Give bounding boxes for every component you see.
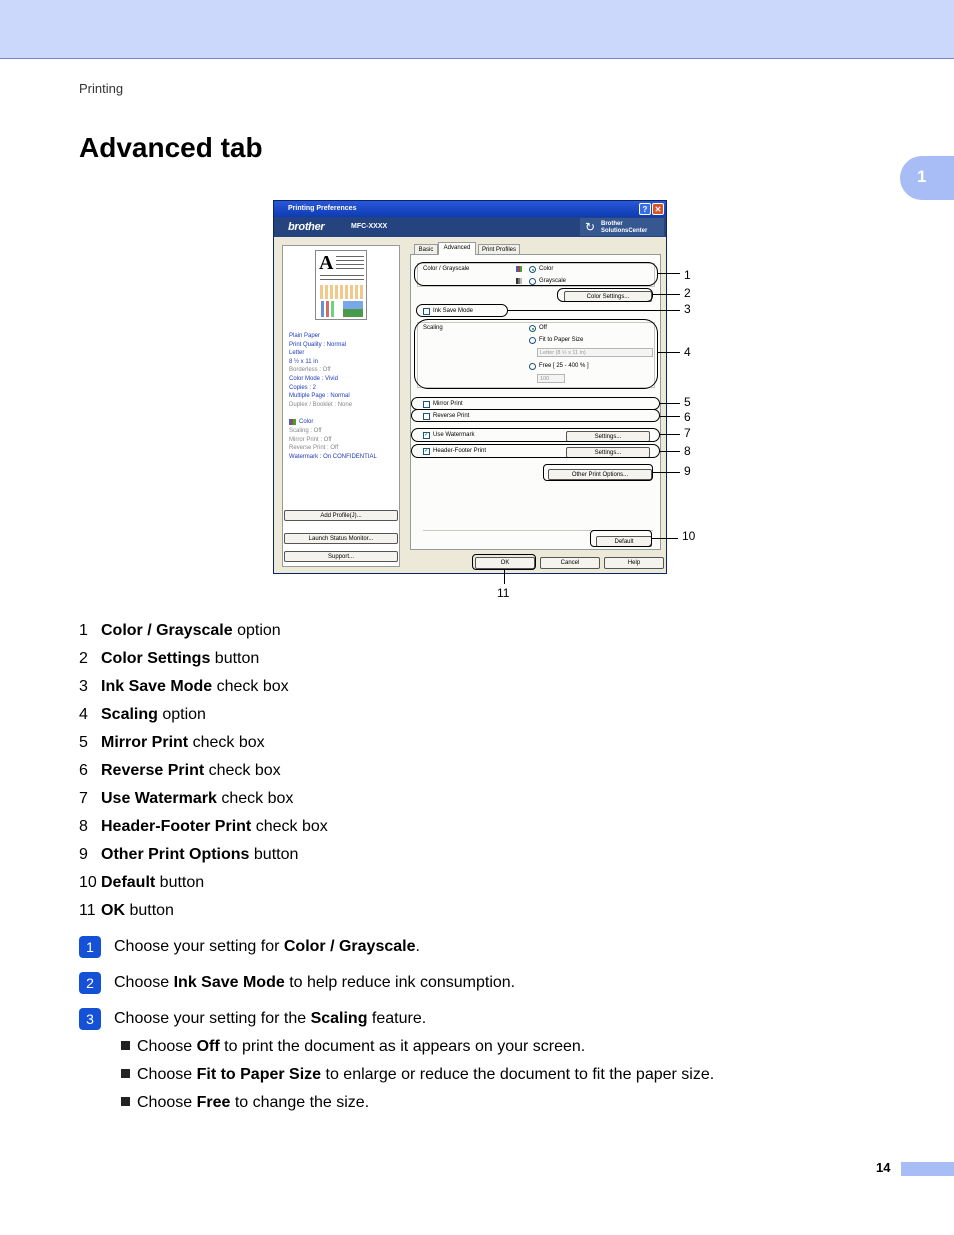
preview-landscape-icon	[343, 301, 363, 317]
callout-line-9	[653, 472, 680, 473]
mirror-print-label: Mirror Print	[433, 401, 463, 407]
color-option-label: Color	[539, 266, 554, 272]
callout-ring-9	[543, 464, 653, 481]
tab-basic[interactable]: Basic	[414, 244, 438, 254]
breadcrumb: Printing	[79, 81, 124, 96]
tab-advanced[interactable]: Advanced	[438, 242, 476, 255]
summary-item: Watermark : On CONFIDENTIAL	[289, 453, 377, 460]
legend-item: 8 Header-Footer Print check box	[79, 818, 328, 835]
callout-line-2	[653, 294, 680, 295]
brother-logo: brother	[288, 221, 325, 233]
legend-item: 10 Default button	[79, 874, 205, 891]
solutions-center-icon: ↻	[585, 220, 596, 234]
watermark-settings-button[interactable]: Settings...	[566, 431, 650, 442]
header-footer-print-label: Header-Footer Print	[433, 448, 487, 454]
bullet-square-icon	[121, 1041, 130, 1050]
color-icon	[289, 419, 296, 425]
legend-item: 7 Use Watermark check box	[79, 790, 294, 807]
callout-line-11	[504, 570, 505, 584]
summary-item: Plain Paper	[289, 333, 321, 339]
callout-ring-6	[411, 409, 660, 422]
callout-line-4	[658, 352, 680, 353]
callout-number-11: 11	[497, 586, 510, 600]
bullet-item: Choose Free to change the size.	[121, 1094, 369, 1112]
free-label: Free [ 25 - 400 % ]	[539, 363, 589, 369]
callout-line-8	[660, 451, 680, 452]
callout-number-5: 5	[684, 395, 691, 409]
launch-status-monitor-button[interactable]: Launch Status Monitor...	[284, 533, 398, 544]
free-percent-input[interactable]: 100	[537, 374, 565, 383]
ink-save-mode-label: Ink Save Mode	[433, 308, 474, 314]
window-titlebar	[274, 201, 666, 217]
scaling-label: Scaling	[423, 325, 443, 331]
callout-line-3	[508, 310, 680, 311]
callout-ring-2	[557, 288, 653, 302]
bullet-square-icon	[121, 1097, 130, 1106]
window-title: Printing Preferences	[288, 205, 357, 212]
chapter-tab	[900, 156, 954, 200]
legend-item: 4 Scaling option	[79, 706, 206, 723]
page-number: 14	[876, 1160, 891, 1175]
summary-item: Copies : 2	[289, 384, 317, 391]
model-name: MFC-XXXX	[351, 223, 388, 230]
legend-item: 5 Mirror Print check box	[79, 734, 265, 751]
callout-line-10	[652, 538, 678, 539]
chapter-number: 1	[917, 167, 927, 186]
add-profile-button[interactable]: Add Profile(J)...	[284, 510, 398, 521]
step-number-badge: 3	[79, 1008, 101, 1030]
ok-button[interactable]: OK	[475, 557, 535, 569]
summary-item: Duplex / Booklet : None	[289, 401, 353, 408]
page-number-bar	[901, 1162, 954, 1176]
legend-item: 9 Other Print Options button	[79, 846, 299, 863]
callout-line-1	[658, 273, 680, 274]
help-icon[interactable]: ?	[639, 203, 651, 215]
page-preview-thumbnail	[315, 250, 367, 320]
callout-number-3: 3	[684, 302, 691, 316]
callout-number-7: 7	[684, 426, 691, 440]
callout-ring-1	[414, 262, 658, 286]
reverse-print-label: Reverse Print	[433, 413, 470, 419]
callout-number-1: 1	[684, 268, 691, 282]
summary-item: Color	[299, 419, 314, 426]
preview-bar-chart-icon	[321, 301, 339, 317]
cancel-button[interactable]: Cancel	[540, 557, 600, 569]
callout-line-5	[660, 403, 680, 404]
summary-color	[289, 418, 377, 427]
page-title: Advanced tab	[79, 132, 263, 163]
close-icon[interactable]: ✕	[652, 203, 664, 215]
callout-ring-10	[590, 530, 652, 547]
use-watermark-checkbox[interactable]: ✓	[424, 432, 430, 438]
bullet-square-icon	[121, 1069, 130, 1078]
callout-number-8: 8	[684, 444, 691, 458]
callout-ring-4	[414, 319, 658, 389]
header-footer-print-checkbox[interactable]: ✓	[424, 448, 430, 454]
color-settings-button[interactable]: Color Settings...	[564, 291, 652, 302]
summary-item: Color Mode : Vivid	[289, 375, 338, 382]
step-number-badge: 2	[79, 972, 101, 994]
summary-item: 8 ½ x 11 in	[289, 358, 318, 365]
callout-ring-3	[416, 304, 508, 317]
legend-item: 2 Color Settings button	[79, 650, 260, 667]
callout-ring-8	[411, 444, 660, 458]
header-footer-settings-button[interactable]: Settings...	[566, 447, 650, 458]
color-grayscale-label: Color / Grayscale	[423, 266, 470, 272]
support-button[interactable]: Support...	[284, 551, 398, 562]
fit-to-paper-label: Fit to Paper Size	[539, 337, 584, 343]
callout-number-10: 10	[682, 529, 696, 543]
scaling-off-label: Off	[539, 325, 547, 331]
legend-item: 1 Color / Grayscale option	[79, 622, 281, 639]
callout-ring-7	[411, 428, 660, 442]
summary-item: Multiple Page : Normal	[289, 393, 350, 400]
preview-image-band	[320, 285, 364, 299]
summary-item: Scaling : Off	[289, 427, 322, 434]
solutions-center-label: Brother SolutionsCenter	[601, 221, 648, 234]
summary-item: Borderless : Off	[289, 367, 331, 374]
callout-number-6: 6	[684, 410, 691, 424]
callout-number-9: 9	[684, 464, 691, 478]
use-watermark-label: Use Watermark	[433, 432, 475, 438]
summary-item: Letter	[289, 350, 305, 357]
legend-item: 3 Ink Save Mode check box	[79, 678, 289, 695]
summary-item: Print Quality : Normal	[289, 341, 347, 348]
grayscale-option-label: Grayscale	[539, 278, 567, 284]
legend-item: 11 OK button	[79, 902, 174, 919]
step-number-badge: 1	[79, 936, 101, 958]
brand-bar	[274, 217, 666, 237]
callout-number-4: 4	[684, 345, 691, 359]
paper-size-select[interactable]: Letter (8 ½ x 11 in)	[537, 348, 653, 357]
other-print-options-button[interactable]: Other Print Options...	[548, 469, 652, 480]
summary-item: Mirror Print : Off	[289, 436, 332, 443]
help-button[interactable]: Help	[604, 557, 664, 569]
preview-letter: A	[319, 252, 334, 274]
callout-ring-11	[472, 554, 536, 570]
callout-number-2: 2	[684, 286, 691, 300]
settings-summary	[289, 332, 377, 461]
default-button[interactable]: Default	[596, 536, 652, 547]
tab-print-profiles[interactable]: Print Profiles	[478, 244, 520, 254]
callout-line-7	[660, 434, 680, 435]
legend-item: 6 Reverse Print check box	[79, 762, 281, 779]
bullet-item: Choose Fit to Paper Size to enlarge or reduce the document to fit the paper size.	[121, 1066, 714, 1084]
header-band	[0, 0, 954, 59]
summary-item: Reverse Print : Off	[289, 445, 339, 452]
solutions-center-link[interactable]	[580, 218, 664, 236]
callout-line-6	[660, 416, 680, 417]
bullet-item: Choose Off to print the document as it appears on your screen.	[121, 1038, 585, 1056]
